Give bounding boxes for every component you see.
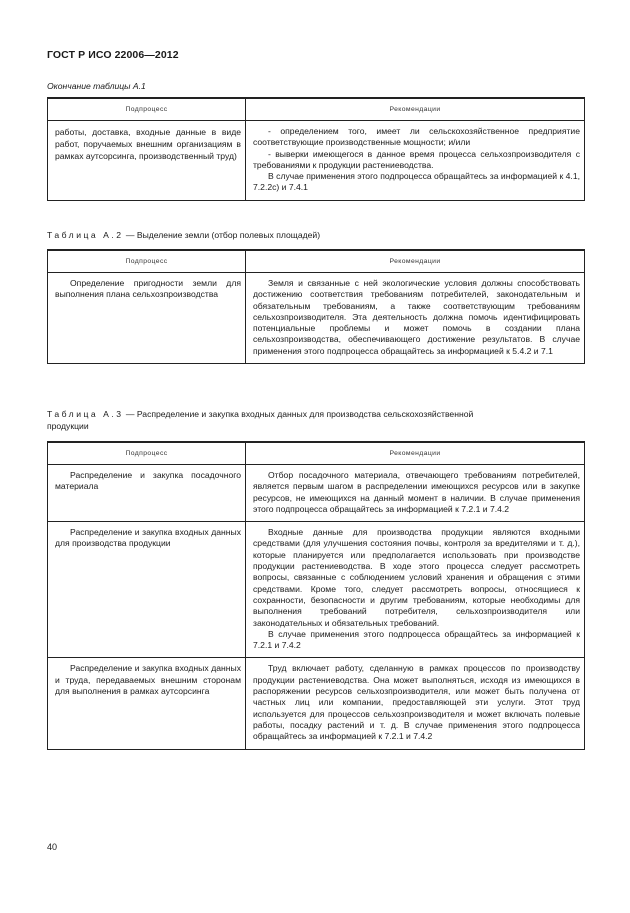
table-row [48,121,585,201]
subprocess-text: Распределение и закупка входных данных для производства продукции [55,527,241,549]
table-a2-caption [47,230,585,242]
recommendation-paragraph: Земля и связанные с ней экологические условия должны способствовать достижению соответствия требованиям потребителей, законодательным и обязательным требованиям, а также соответствующим требованиям сельхозпроизводителя. Эта деятельность должна помочь идентифицировать потенциальные проблемы и может помочь в создании плана сельхозпроизводства, обеспечивающего достижение результатов. В случае применения этого подпроцесса обращайтесь за информацией к 5.4.2 и 7.1 [253,278,580,356]
recommendation-paragraph: - определением того, имеет ли сельскохозяйственное предприятие соответствующие производственные мощности; и/или [253,126,580,148]
subprocess-text: Распределение и закупка входных данных и труда, передаваемых внешним сторонам для выполнения в рамках аутсорсинга [55,663,241,697]
table-a3-title-continued: продукции [47,420,89,431]
page-number: 40 [47,842,58,852]
subprocess-cell [48,522,246,658]
table-row [48,465,585,522]
table-a3-label: Таблица А.3 [47,409,124,419]
recommendation-paragraph: - выверки имеющегося в данное время процесса сельхозпроизводителя с требованиями к продукции растениеводства. [253,148,580,170]
column-header-subprocess: Подпроцесс [48,442,246,465]
column-header-recommendations: Рекомендации [246,98,585,121]
table-a3-caption [47,409,585,432]
column-header-recommendations: Рекомендации [246,250,585,273]
table-row [48,273,585,364]
subprocess-text: Определение пригодности земли для выполнения плана сельхозпроизводства [55,278,241,300]
recommendation-cell [246,658,585,749]
recommendation-cell [246,273,585,364]
column-header-recommendations: Рекомендации [246,442,585,465]
subprocess-cell [48,273,246,364]
table-a3 [47,441,585,750]
recommendation-cell [246,121,585,201]
table-a2 [47,249,585,364]
recommendation-cell [246,465,585,522]
table-row [48,522,585,658]
subprocess-text: работы, доставка, входные данные в виде работ, поручаемых внешним организациям в рамках аутсорсинга, производственный труд) [55,127,241,161]
table-row [48,658,585,749]
table-a3-title: — Распределение и закупка входных данных для производства сельскохозяйственной [125,409,474,419]
recommendation-paragraph: В случае применения этого подпроцесса обращайтесь за информацией к 7.2.1 и 7.4.2 [253,628,580,651]
document-header: ГОСТ Р ИСО 22006—2012 [47,49,179,61]
table-a1-continuation-caption: Окончание таблицы А.1 [47,81,146,91]
column-header-subprocess: Подпроцесс [48,98,246,121]
subprocess-cell [48,121,246,201]
table-a2-label: Таблица А.2 [47,230,124,240]
subprocess-text: Распределение и закупка посадочного материала [55,470,241,492]
table-header-row [48,98,585,121]
column-header-subprocess: Подпроцесс [48,250,246,273]
recommendation-paragraph: Труд включает работу, сделанную в рамках процессов по производству продукции растениеводства. Она может выполняться, исходя из имеющихся в распоряжении ресурсов сельхозпроизводителя, или может быть получена от частных лиц или компании, предоставляющей эти услуги. Этот труд используется для процессов сельхозпроизводителя и может включать полевые работы, посадку растений и т. д. В случае применения этого подпроцесса обращайтесь за информацией к 7.2.1 и 7.4.2 [253,663,580,742]
table-header-row [48,250,585,273]
table-a3-caption-line [47,409,585,421]
recommendation-cell [246,522,585,658]
subprocess-cell [48,465,246,522]
table-a2-title: — Выделение земли (отбор полевых площадей) [125,230,321,240]
subprocess-cell [48,658,246,749]
table-header-row [48,442,585,465]
recommendation-paragraph: Отбор посадочного материала, отвечающего требованиям потребителей, является первым шагом в распределении имеющихся ресурсов или в закупке ресурсов, не имеющихся на данный момент в наличии. В случае применения этого подпроцесса обращайтесь за информацией к 7.2.1 и 7.4.2 [253,470,580,514]
table-a1 [47,97,585,201]
recommendation-paragraph: В случае применения этого подпроцесса обращайтесь за информацией к 4.1, 7.2.2c) и 7.4.1 [253,171,580,193]
recommendation-paragraph: Входные данные для производства продукции являются входными средствами (для улучшения состояния почвы, контроля за вредителями и т. д.), которые планируется или предполагается использовать при производстве продукции растениеводства. В ходе этого процесса следует рассмотреть вопросы, связанные с соблюдением условий хранения и обращения с этими средствами. Кроме того, следует рассмотреть вопросы, относящиеся к сохранности, безопасности и другим требованиям, которые необходимы для выполнения требований потребителя, сельхозпроизводителя или законодательных и обязательных требований. [253,527,580,628]
